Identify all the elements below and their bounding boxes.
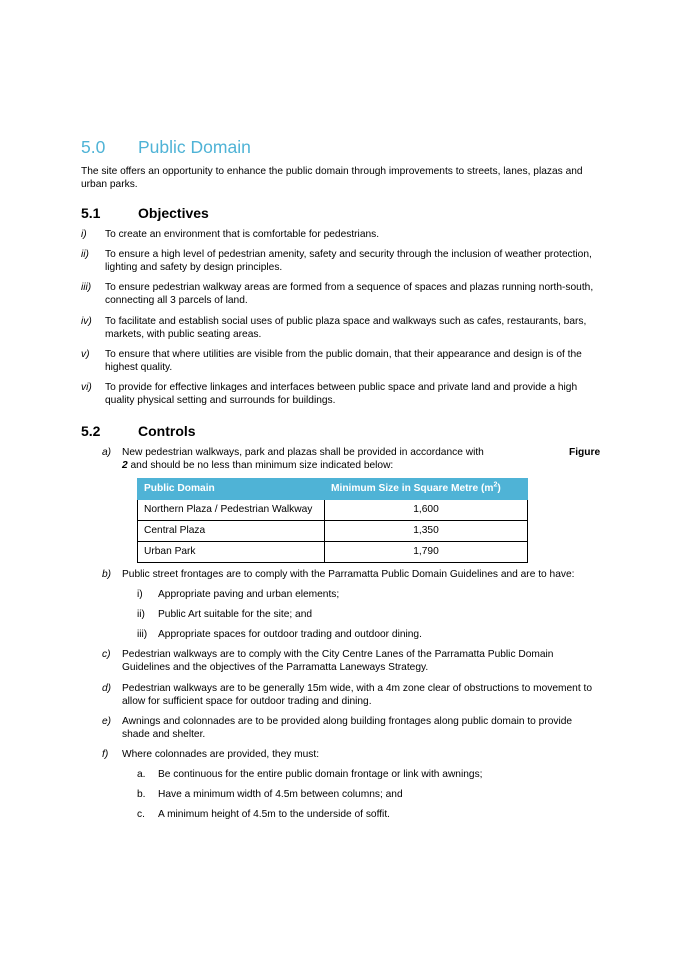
objective-text: To create an environment that is comfortable for pedestrians. (105, 229, 380, 240)
control-text-line: Awnings and colonnades are to be provided along building frontages along public domain to provide (122, 716, 573, 727)
intro-paragraph: The site offers an opportunity to enhance the public domain through improvements to streets, lanes, plazas and urban parks. (81, 166, 583, 191)
objective-text-line: connecting all 3 parcels of land. (105, 295, 248, 307)
control-marker: e) (102, 716, 112, 727)
objective-text-line: markets, with public seating areas. (105, 329, 262, 341)
section-heading (81, 136, 251, 158)
objective-marker: i) (81, 229, 87, 240)
objective-text-line: highest quality. (105, 362, 173, 374)
sub-text: Have a minimum width of 4.5m between columns; and (158, 789, 403, 800)
table-row (138, 521, 528, 542)
control-marker: c) (102, 649, 111, 660)
control-text-line: Pedestrian walkways are to be generally 15m wide, with a 4m zone clear of obstructions to movement to (122, 683, 592, 694)
table-cell: Urban Park (138, 542, 325, 563)
objective-marker: iii) (81, 282, 92, 293)
sub-marker: ii) (137, 609, 145, 620)
control-marker: b) (102, 569, 112, 580)
sub-marker: i) (137, 589, 143, 600)
objective-text-line: quality physical setting and surrounds for buildings. (105, 395, 336, 407)
control-text-line: New pedestrian walkways, park and plazas shall be provided in accordance with (122, 447, 484, 458)
table-cell: Central Plaza (138, 521, 325, 542)
control-text-line: allow for sufficient space for outdoor trading and dining. (122, 696, 372, 708)
control-marker: a) (102, 447, 112, 458)
table-row (138, 500, 528, 521)
sub-marker: a. (137, 769, 146, 780)
control-marker: d) (102, 683, 112, 694)
objective-text-line: To ensure pedestrian walkway areas are formed from a sequence of spaces and plazas running north-south, (105, 282, 594, 293)
control-marker: f) (102, 749, 109, 760)
sub-text: Be continuous for the entire public domain frontage or link with awnings; (158, 769, 483, 780)
table-cell: 1,790 (325, 542, 528, 563)
objectives-heading (81, 204, 209, 222)
table-cell: 1,350 (325, 521, 528, 542)
objective-text-line: To ensure that where utilities are visible from the public domain, that their appearance and design is of the (105, 349, 582, 360)
table-header: Public Domain (138, 479, 325, 500)
table-header-row (138, 479, 528, 500)
control-text-line: Where colonnades are provided, they must: (122, 749, 320, 760)
sub-marker: b. (137, 789, 146, 800)
controls-number: 5.2 (81, 423, 101, 439)
table-cell: Northern Plaza / Pedestrian Walkway (138, 500, 325, 521)
control-text-line: Pedestrian walkways are to comply with the City Centre Lanes of the Parramatta Public Domain (122, 649, 554, 660)
sub-marker: c. (137, 809, 145, 820)
controls-title: Controls (138, 423, 196, 439)
sub-text: A minimum height of 4.5m to the underside of soffit. (158, 809, 390, 820)
table-header: Minimum Size in Square Metre $(m^2)$ (325, 479, 528, 500)
objectives-title: Objectives (138, 205, 209, 221)
control-text-line: Guidelines and the objectives of the Parramatta Laneways Strategy. (122, 662, 429, 674)
controls-heading (81, 422, 196, 440)
objective-marker: vi) (81, 382, 92, 393)
table-row (138, 542, 528, 563)
section-number: 5.0 (81, 137, 106, 157)
objective-text-line: To provide for effective linkages and interfaces between public space and private land and provide a high (105, 382, 578, 393)
control-text-line: Public street frontages are to comply with the Parramatta Public Domain Guidelines and are to have: (122, 569, 575, 580)
objectives-number: 5.1 (81, 205, 101, 221)
objective-text-line: To ensure a high level of pedestrian amenity, safety and security through the inclusion of weather protection, (105, 249, 592, 260)
sub-text: Appropriate spaces for outdoor trading and outdoor dining. (158, 629, 422, 640)
objective-marker: ii) (81, 249, 89, 260)
objective-marker: v) (81, 349, 90, 360)
figure-number: 2 (122, 460, 128, 472)
sub-text: Public Art suitable for the site; and (158, 609, 313, 620)
figure-reference: Figure (569, 447, 601, 458)
sub-marker: iii) (137, 629, 148, 640)
sub-text: Appropriate paving and urban elements; (158, 589, 340, 600)
control-text-line: and should be no less than minimum size indicated below: (127, 460, 394, 472)
objective-text-line: To facilitate and establish social uses of public plaza space and walkways such as cafes, restaurants, bars, (105, 316, 587, 327)
control-text-line: shade and shelter. (122, 729, 206, 741)
objective-marker: iv) (81, 316, 92, 327)
table-cell: 1,600 (325, 500, 528, 521)
objective-text-line: lighting and safety by design principles. (105, 262, 283, 274)
public-domain-table (137, 478, 528, 563)
section-title: Public Domain (138, 137, 251, 157)
